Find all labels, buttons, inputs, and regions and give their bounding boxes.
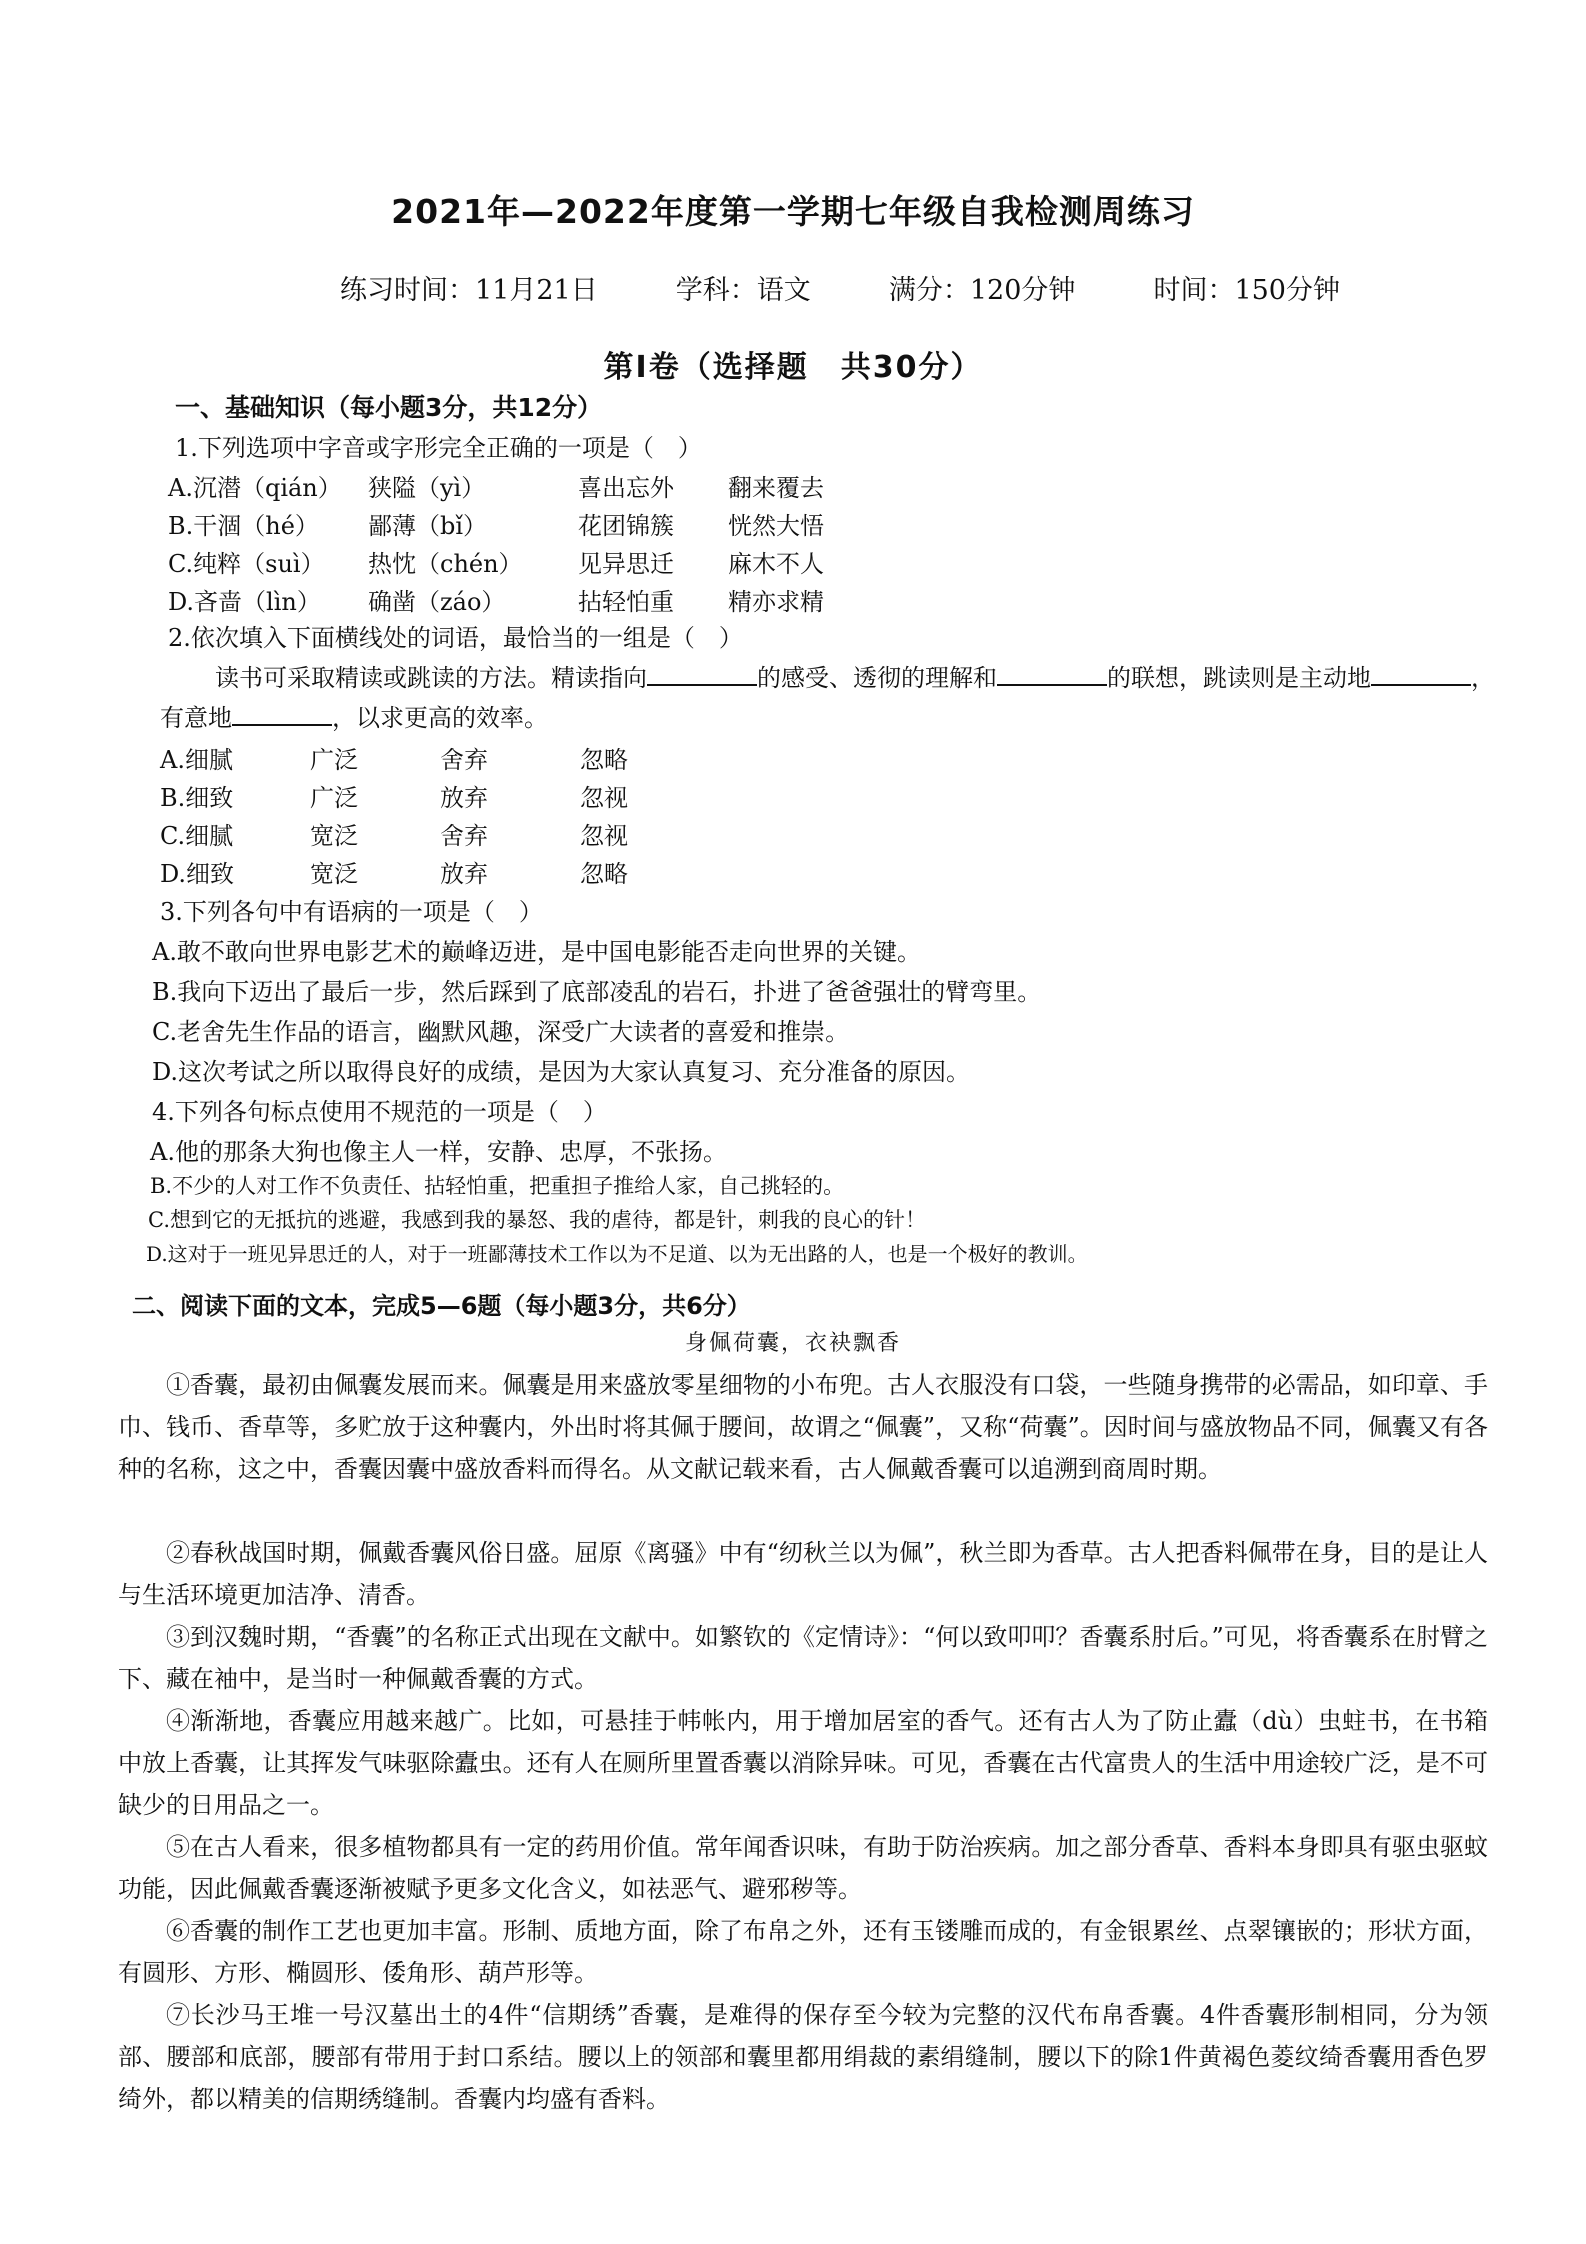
q2-blank-2: [997, 662, 1107, 686]
q1-a-1: A.沉潜（qián）: [168, 474, 342, 502]
q1-option-b: [168, 506, 824, 541]
section1-heading: 一、基础知识（每小题3分，共12分）: [175, 393, 603, 422]
q2-c-4: 忽视: [580, 822, 628, 850]
q2-blank-1: [647, 662, 757, 686]
q2-a-2: 广泛: [310, 746, 358, 774]
q2-option-a: [160, 740, 760, 775]
q1-c-1: C.纯粹（suì）: [168, 550, 325, 578]
q2-d-2: 宽泛: [310, 860, 358, 888]
meta-time: 时间：150分钟: [1153, 275, 1340, 306]
q1-b-3: 花团锦簇: [578, 512, 674, 540]
volume-heading: 第Ⅰ卷（选择题 共30分）: [603, 350, 983, 385]
q4-option-a: A.他的那条大狗也像主人一样，安静、忠厚，不张扬。: [150, 1138, 727, 1166]
exam-title: 2021年—2022年度第一学期七年级自我检测周练习: [391, 192, 1195, 231]
q4-option-c: C.想到它的无抵抗的逃避，我感到我的暴怒、我的虐待，都是针，刺我的良心的针！: [148, 1208, 926, 1232]
q1-b-4: 恍然大悟: [728, 512, 824, 540]
q2-passage-b: 的感受、透彻的理解和: [757, 664, 997, 692]
q2-blank-4: [232, 702, 332, 726]
reading-paragraph-7: ⑦长沙马王堆一号汉墓出土的4件“信期绣”香囊，是难得的保存至今较为完整的汉代布帛香囊。4件香囊形制相同，分为领部、腰部和底部，腰部有带用于封口系结。腰以上的领部和囊里都用绢裁的素绢缝制，腰以下的除1件黄褐色菱纹绮香囊用香色罗绮外，都以精美的信期绣缝制。香囊内均盛有香料。: [118, 2001, 1488, 2113]
q1-option-a: [168, 468, 824, 503]
q1-d-3: 拈轻怕重: [578, 588, 674, 616]
q1-b-2: 鄙薄（bǐ）: [368, 512, 488, 540]
q2-passage-f: ，以求更高的效率。: [332, 704, 548, 732]
q2-a-4: 忽略: [580, 746, 628, 774]
q2-passage-e: 有意地: [160, 704, 232, 732]
q2-option-c: [160, 816, 760, 851]
q1-stem: 1.下列选项中字音或字形完全正确的一项是（ ）: [175, 434, 702, 462]
q2-c-3: 舍弃: [440, 822, 488, 850]
reading-paragraph-3: ③到汉魏时期，“香囊”的名称正式出现在文献中。如繁钦的《定情诗》：“何以致叩叩？香囊系肘后。”可见，将香囊系在肘臂之下、藏在袖中，是当时一种佩戴香囊的方式。: [118, 1623, 1488, 1693]
q2-passage-line1: [215, 658, 1495, 693]
q1-b-1: B.干涸（hé）: [168, 512, 319, 540]
q2-a-3: 舍弃: [440, 746, 488, 774]
q2-passage-c: 的联想，跳读则是主动地: [1107, 664, 1371, 692]
q2-d-4: 忽略: [580, 860, 628, 888]
q4-option-b: B.不少的人对工作不负责任、拈轻怕重，把重担子推给人家，自己挑轻的。: [150, 1174, 845, 1198]
q2-a-1: A.细腻: [160, 746, 233, 774]
q3-option-b: B.我向下迈出了最后一步，然后踩到了底部凌乱的岩石，扑进了爸爸强壮的臂弯里。: [152, 978, 1042, 1006]
q2-option-b: [160, 778, 760, 813]
q2-b-3: 放弃: [440, 784, 488, 812]
q1-c-3: 见异思迁: [578, 550, 674, 578]
exam-meta: [340, 268, 1340, 307]
q4-stem: 4.下列各句标点使用不规范的一项是（ ）: [152, 1098, 607, 1126]
q2-blank-3: [1371, 662, 1471, 686]
q3-option-a: A.敢不敢向世界电影艺术的巅峰迈进，是中国电影能否走向世界的关键。: [152, 938, 921, 966]
reading-paragraph-6: ⑥香囊的制作工艺也更加丰富。形制、质地方面，除了布帛之外，还有玉镂雕而成的，有金银累丝、点翠镶嵌的；形状方面，有圆形、方形、椭圆形、倭角形、葫芦形等。: [118, 1917, 1488, 1987]
q2-d-3: 放弃: [440, 860, 488, 888]
q3-stem: 3.下列各句中有语病的一项是（ ）: [160, 898, 543, 926]
reading-paragraph-4: ④渐渐地，香囊应用越来越广。比如，可悬挂于帏帐内，用于增加居室的香气。还有古人为了防止蠹（dù）虫蛀书，在书箱中放上香囊，让其挥发气味驱除蠹虫。还有人在厕所里置香囊以消除异味。可见，香囊在古代富贵人的生活中用途较广泛，是不可缺少的日用品之一。: [118, 1707, 1488, 1819]
q1-option-d: [168, 582, 824, 617]
q1-c-2: 热忱（chén）: [368, 550, 523, 578]
q3-option-d: D.这次考试之所以取得良好的成绩，是因为大家认真复习、充分准备的原因。: [152, 1058, 971, 1086]
q2-passage-line2: [160, 698, 548, 733]
q2-passage-a: 读书可采取精读或跳读的方法。精读指向: [215, 664, 647, 692]
q2-passage-d: ，: [1471, 664, 1495, 692]
q4-option-d: D.这对于一班见异思迁的人，对于一班鄙薄技术工作以为不足道、以为无出路的人，也是一个极好的教训。: [146, 1242, 1088, 1266]
meta-full-score: 满分：120分钟: [888, 275, 1076, 306]
q1-c-4: 麻木不人: [728, 550, 824, 578]
q2-b-4: 忽视: [580, 784, 628, 812]
q1-option-c: [168, 544, 824, 579]
q2-c-1: C.细腻: [160, 822, 234, 850]
meta-subject: 学科：语文: [675, 275, 811, 306]
reading-title: 身佩荷囊，衣袂飘香: [684, 1331, 901, 1356]
q1-d-2: 确凿（záo）: [368, 588, 506, 616]
q1-d-1: D.吝啬（lìn）: [168, 588, 321, 616]
q1-a-3: 喜出忘外: [578, 474, 674, 502]
q2-c-2: 宽泛: [310, 822, 358, 850]
meta-date: 练习时间：11月21日: [340, 275, 598, 306]
section2-heading: 二、阅读下面的文本，完成5—6题（每小题3分，共6分）: [132, 1292, 751, 1320]
q1-a-4: 翻来覆去: [728, 474, 824, 502]
q2-b-1: B.细致: [160, 784, 234, 812]
q1-a-2: 狭隘（yì）: [368, 474, 486, 502]
reading-paragraph-2: ②春秋战国时期，佩戴香囊风俗日盛。屈原《离骚》中有“纫秋兰以为佩”，秋兰即为香草。古人把香料佩带在身，目的是让人与生活环境更加洁净、清香。: [118, 1539, 1488, 1609]
q2-option-d: [160, 854, 760, 889]
q2-d-1: D.细致: [160, 860, 235, 888]
q1-d-4: 精亦求精: [728, 588, 824, 616]
q3-option-c: C.老舍先生作品的语言，幽默风趣，深受广大读者的喜爱和推崇。: [152, 1018, 850, 1046]
q2-b-2: 广泛: [310, 784, 358, 812]
reading-paragraph-5: ⑤在古人看来，很多植物都具有一定的药用价值。常年闻香识味，有助于防治疾病。加之部分香草、香料本身即具有驱虫驱蚊功能，因此佩戴香囊逐渐被赋予更多文化含义，如祛恶气、避邪秽等。: [118, 1833, 1488, 1903]
q2-stem: 2.依次填入下面横线处的词语，最恰当的一组是（ ）: [168, 624, 743, 652]
reading-paragraph-1: ①香囊，最初由佩囊发展而来。佩囊是用来盛放零星细物的小布兜。古人衣服没有口袋，一些随身携带的必需品，如印章、手巾、钱币、香草等，多贮放于这种囊内，外出时将其佩于腰间，故谓之“佩囊”，又称“荷囊”。因时间与盛放物品不同，佩囊又有各种的名称，这之中，香囊因囊中盛放香料而得名。从文献记载来看，古人佩戴香囊可以追溯到商周时期。: [118, 1371, 1488, 1483]
